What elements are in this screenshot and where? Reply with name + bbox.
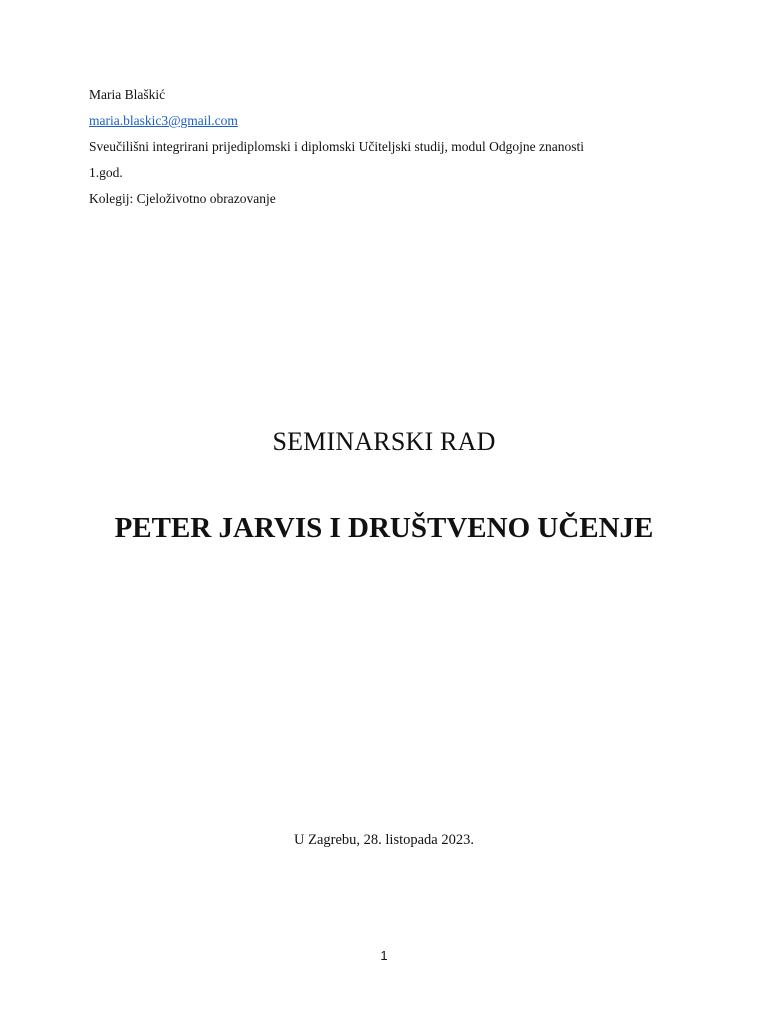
document-title: PETER JARVIS I DRUŠTVENO UČENJE [114,512,654,544]
document-type-heading: SEMINARSKI RAD [272,427,496,456]
place-and-date: U Zagrebu, 28. listopada 2023. [293,832,474,848]
study-year: 1.god. [89,165,123,180]
study-program: Sveučilišni integrirani prijediplomski i diplomski Učiteljski studij, modul Odgojne znanosti [89,139,584,154]
course-name: Kolegij: Cjeloživotno obrazovanje [89,191,276,206]
author-name: Maria Blaškić [89,87,166,102]
page-number: 1 [380,948,388,963]
author-email-link[interactable]: maria.blaskic3@gmail.com [89,113,238,128]
author-info-block [89,82,709,212]
